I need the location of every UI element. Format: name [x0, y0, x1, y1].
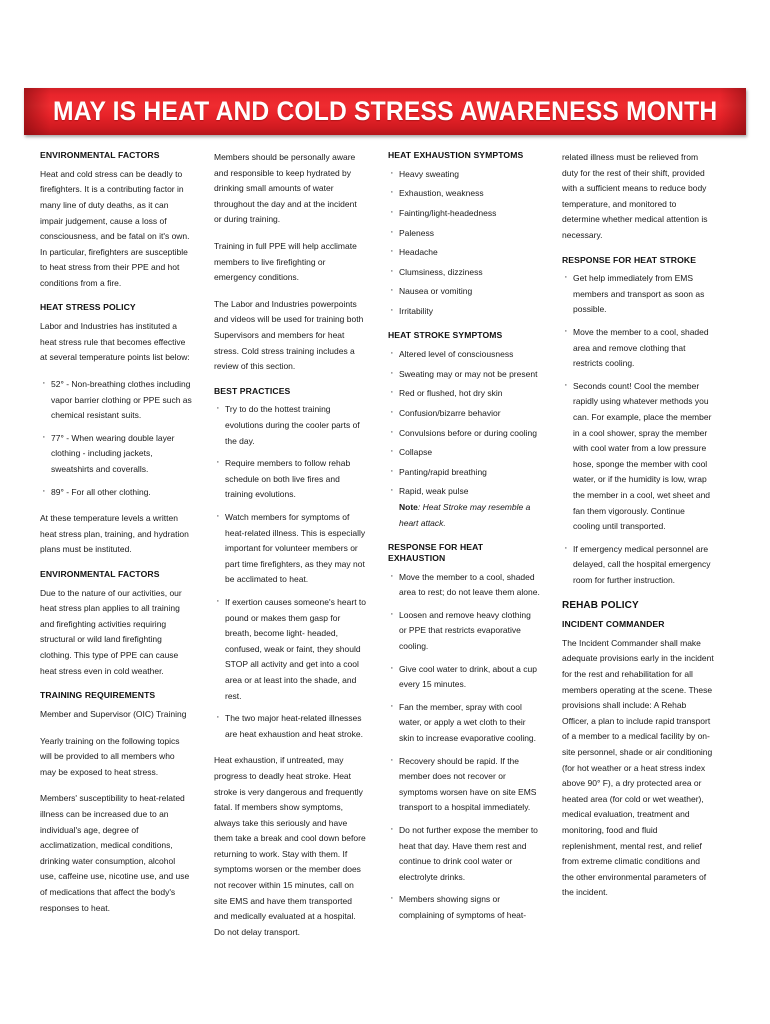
section-heading: HEAT STROKE SYMPTOMS [388, 330, 503, 341]
bullet-item: · Get help immediately from EMS members and transport as soon as possible. [562, 271, 714, 318]
bullet-item: · 77° - When wearing double layer clothing - including jackets, sweatshirts and coveralls. [40, 431, 192, 478]
bullet-item: · Recovery should be rapid. If the member does not recover or symptoms worsen have on site EMS transport to a hospital immediately. [388, 754, 540, 816]
note-text: : Heat Stroke may resemble a heart attack. [399, 501, 531, 528]
bullet-item: · 89° - For all other clothing. [40, 485, 192, 501]
bullet-item: · Give cool water to drink, about a cup every 15 minutes. [388, 662, 540, 693]
bullet-list [388, 167, 540, 320]
bullet-item: · Irritability [388, 304, 540, 320]
section-heading: HEAT EXHAUSTION SYMPTOMS [388, 150, 524, 160]
body-paragraph: Due to the nature of our activities, our heat stress plan applies to all training and firefighting activities requiring structural or wild land firefighting clothing. This type of PPE can cause heat stress even in cold weather. [40, 587, 182, 676]
bullet-item: · Clumsiness, dizziness [388, 265, 540, 281]
bullet-item: · Try to do the hottest training evolutions during the cooler parts of the day. [214, 402, 366, 449]
bullet-item: · Do not further expose the member to heat that day. Have them rest and continue to drink cool water or electrolyte drinks. [388, 823, 540, 885]
bullet-item: · Exhaustion, weakness [388, 186, 540, 202]
bullet-item: · 52° - Non-breathing clothes including vapor barrier clothing or PPE such as chemical resistant suits. [40, 377, 192, 424]
bullet-item: · Heavy sweating [388, 167, 540, 183]
section-heading: INCIDENT COMMANDER [562, 619, 665, 630]
bullet-item: · Headache [388, 245, 540, 261]
bullet-item: · Convulsions before or during cooling [388, 426, 540, 442]
banner-background [24, 88, 746, 135]
content-columns [40, 150, 730, 951]
bullet-note [399, 500, 540, 531]
bullet-list [388, 570, 540, 924]
bullet-list [214, 402, 366, 742]
text-column-1 [40, 150, 192, 927]
body-paragraph: related illness must be relieved from duty for the rest of their shift, provided with a sufficient means to reduce body temperature, and monitored to determine whether medical attention is necessary. [562, 152, 708, 240]
page-title: MAY IS HEAT AND COLD STRESS AWARENESS MONTH [52, 96, 718, 126]
bullet-item: · Panting/rapid breathing [388, 465, 540, 481]
bullet-item: · Nausea or vomiting [388, 284, 540, 300]
text-column-4 [562, 150, 714, 912]
title-banner [24, 88, 746, 135]
body-paragraph: Yearly training on the following topics will be provided to all members who may be exposed to heat stress. [40, 735, 180, 777]
bullet-item: · Red or flushed, hot dry skin [388, 386, 540, 402]
body-paragraph: Heat and cold stress can be deadly to firefighters. It is a contributing factor in many line of duty deaths, as it can impair judgement, cause a loss of consciousness, and be fatal on it's own. In particular, firefighters are susceptible to heat stress from their PPE and hot conditions from a fire. [40, 168, 190, 288]
body-paragraph: Member and Supervisor (OIC) Training [40, 708, 187, 719]
bullet-item: · Watch members for symptoms of heat-related illness. This is especially important for volunteer members or part time firefighters, as they may not be acclimated to heat. [214, 510, 366, 588]
section-heading: HEAT STRESS POLICY [40, 302, 136, 313]
body-paragraph: At these temperature levels a written heat stress plan, training, and hydration plans must be instituted. [40, 513, 189, 555]
bullet-item: · Fainting/light-headedness [388, 206, 540, 222]
body-paragraph: Heat exhaustion, if untreated, may progress to deadly heat stroke. Heat stroke is very dangerous and frequently fatal. If members show symptoms, always take this seriously and have them take a break and cool down before returning to work. Stay with them. If symptoms worsen or the member does not recover within 15 minutes, call on site EMS and have them transported and medically evaluated at a hospital. Do not delay transport. [214, 755, 366, 937]
section-heading: RESPONSE FOR HEAT STROKE [562, 254, 697, 265]
bullet-list [388, 347, 540, 531]
section-heading: REHAB POLICY [562, 599, 639, 611]
section-heading: ENVIRONMENTAL FACTORS [40, 568, 160, 579]
body-paragraph: Members' susceptibility to heat-related illness can be increased due to an individual's age, degree of acclimatization, medical conditions, drinking water consumption, alcohol use, caffeine use, nicotine use, and use of medications that affect the body's responses to heat. [40, 793, 190, 913]
bullet-item: · Confusion/bizarre behavior [388, 406, 540, 422]
section-heading: BEST PRACTICES [214, 385, 291, 396]
bullet-list [562, 271, 714, 588]
body-paragraph: The Labor and Industries powerpoints and videos will be used for training both Supervisors and members for heat stress. Cold stress training includes a review of this section. [214, 298, 364, 372]
bullet-item: · Sweating may or may not be present [388, 367, 540, 383]
body-paragraph: Labor and Industries has instituted a heat stress rule that becomes effective at several temperature points list below: [40, 321, 190, 363]
bullet-item: · Members showing signs or complaining of symptoms of heat- [388, 892, 540, 923]
bullet-item: · Loosen and remove heavy clothing or PPE that restricts evaporative cooling. [388, 608, 540, 655]
bullet-item: · Collapse [388, 445, 540, 461]
bullet-item: · Altered level of consciousness [388, 347, 540, 363]
text-column-2 [214, 150, 366, 951]
bullet-item: · Seconds count! Cool the member rapidly using whatever methods you can. For example, place the member in a cool shower, spray the member with cool water from a low pressure hose, sponge the member with cool water, or if the humidity is low, wrap the member in a cool, wet sheet and fan them vigorously. Continue cooling until transported. [562, 379, 714, 535]
text-column-3 [388, 150, 540, 935]
note-label: Note [399, 501, 418, 512]
bullet-item: · Require members to follow rehab schedule on both live fires and training evolutions. [214, 456, 366, 503]
section-heading: RESPONSE FOR HEAT EXHAUSTION [388, 542, 484, 563]
body-paragraph: Training in full PPE will help acclimate members to live firefighting or emergency conditions. [214, 240, 357, 283]
section-heading: ENVIRONMENTAL FACTORS [40, 150, 160, 160]
bullet-item: · Fan the member, spray with cool water, or apply a wet cloth to their skin to increase evaporative cooling. [388, 700, 540, 747]
bullet-item: · Rapid, weak pulse Note: Heat Stroke may resemble a heart attack. [388, 484, 540, 531]
bullet-item: · Paleness [388, 226, 540, 242]
body-paragraph: The Incident Commander shall make adequate provisions early in the incident for the rest and rehabilitation for all members operating at the scene. These provisions shall include: A Rehab Officer, a plan to include rapid transport of a member to a medical facility by on-site personnel, shade or air conditioning (for hot weather or a heat stress index above 90° F), a dry protected area or heated area (for cold or wet weather), medical evaluation, treatment and monitoring, food and fluid replenishment, mental rest, and relief from extreme climatic conditions and the other environmental parameters of the incident. [562, 637, 714, 898]
bullet-item: · The two major heat-related illnesses are heat exhaustion and heat stroke. [214, 711, 366, 742]
bullet-item: · If emergency medical personnel are delayed, call the hospital emergency room for further instruction. [562, 542, 714, 589]
bullet-list [40, 377, 192, 500]
bullet-item: · Move the member to a cool, shaded area to rest; do not leave them alone. [388, 570, 540, 601]
bullet-item: · Move the member to a cool, shaded area and remove clothing that restricts cooling. [562, 325, 714, 372]
body-paragraph: Members should be personally aware and responsible to keep hydrated by drinking small amounts of water throughout the day and at the incident or during training. [214, 152, 357, 225]
bullet-item: · If exertion causes someone's heart to pound or makes them gasp for breath, become light- headed, confused, weak or faint, they should STOP all activity and get into a cool area or at least into the shade, and rest. [214, 595, 366, 704]
section-heading: TRAINING REQUIREMENTS [40, 690, 156, 701]
